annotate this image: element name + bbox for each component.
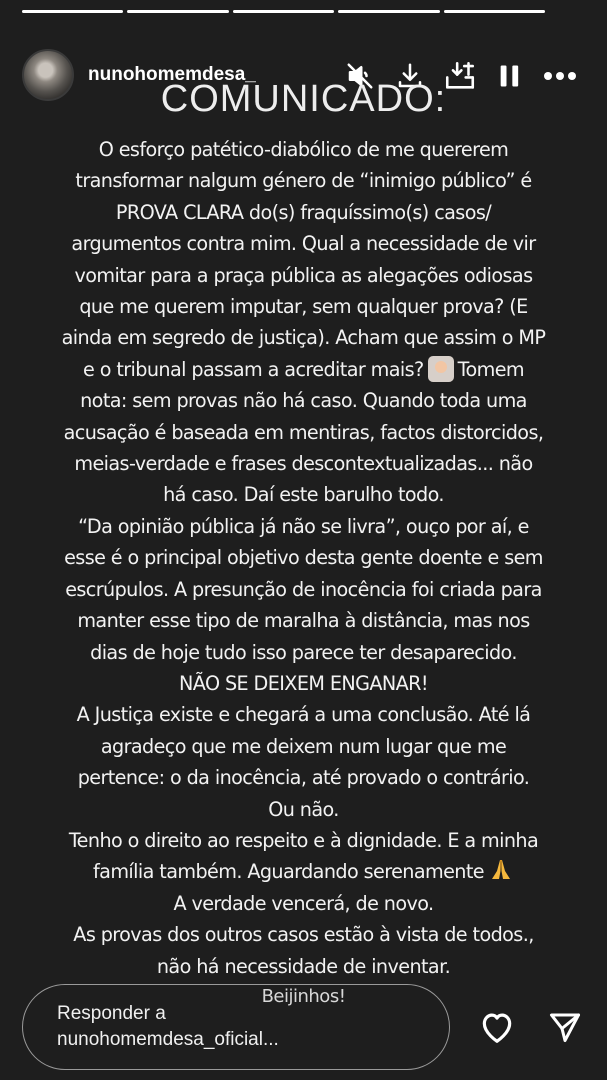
progress-segment: [233, 10, 334, 13]
text-line: Tenho o direito ao respeito e à dignidade. E a minha: [68, 828, 539, 852]
reply-placeholder-line1: Responder a: [57, 1003, 166, 1024]
text-line: argumentos contra mim. Qual a necessidade de vir: [71, 232, 536, 256]
progress-segment: [338, 10, 439, 13]
heart-icon[interactable]: [476, 1006, 518, 1048]
text-line: O esforço patético-diabólico de me quererem: [98, 138, 509, 161]
text-line: há caso. Daí este barulho todo.: [163, 483, 444, 507]
text-fragment: e o tribunal passam a acreditar mais?: [82, 357, 424, 381]
text-fragment: Tomem: [457, 357, 525, 381]
text-line: As provas dos outros casos estão à vista de todos.,: [73, 923, 534, 947]
text-line: manter esse tipo de maralha à distância, mas nos: [77, 609, 530, 633]
text-line: nota: sem provas não há caso. Quando toda uma: [80, 389, 527, 413]
post-title: COMUNICADO:: [160, 78, 447, 120]
text-line: que me querem imputar, sem qualquer prova? (E: [79, 295, 528, 319]
signoff-text: Beijinhos!: [261, 986, 346, 1007]
reply-input[interactable]: [22, 984, 450, 1070]
text-line: pertence: o da inocência, até provado o contrário.: [77, 766, 530, 790]
text-line: A Justiça existe e chegará a uma conclusão. Até lá: [76, 703, 531, 727]
text-line: não há necessidade de inventar.: [156, 954, 451, 978]
text-fragment: família também. Aguardando serenamente: [93, 860, 484, 884]
text-line: [60, 856, 547, 887]
username[interactable]: nunohomemdesa_: [88, 64, 256, 85]
text-line: Ou não.: [268, 797, 339, 821]
text-line: PROVA CLARA do(s) fraquíssimo(s) casos/: [115, 200, 492, 224]
text-line: transformar nalgum género de “inimigo público” é: [75, 169, 532, 193]
progress-segment: [127, 10, 228, 13]
text-line: [60, 354, 547, 385]
text-line: A verdade vencerá, de novo.: [173, 891, 434, 915]
text-line: agradeço que me deixem num lugar que me: [100, 734, 507, 758]
send-icon[interactable]: [544, 1006, 586, 1048]
text-line: dias de hoje tudo isso parece ter desaparecido.: [90, 640, 517, 664]
progress-segment: [444, 10, 545, 13]
reply-placeholder-line2: nunohomemdesa_oficial...: [57, 1029, 279, 1050]
story-text: [60, 134, 547, 982]
text-line: esse é o principal objetivo desta gente doente e sem: [64, 546, 543, 570]
text-line: “Da opinião pública já não se livra”, ouço por aí, e: [78, 514, 529, 538]
facepalm-emoji-icon: [428, 356, 454, 382]
text-line: escrúpulos. A presunção de inocência foi criada para: [65, 577, 542, 601]
text-line: vomitar para a praça pública as alegações odiosas: [74, 263, 533, 287]
praying-hands-icon: [488, 857, 514, 883]
text-line: ainda em segredo de justiça). Acham que assim o MP: [61, 326, 546, 350]
story-progress-bar: [22, 10, 545, 13]
text-line: NÃO SE DEIXEM ENGANAR!: [179, 671, 428, 695]
text-line: meias-verdade e frases descontextualizadas... não: [74, 452, 533, 476]
progress-segment: [22, 10, 123, 13]
text-line: acusação é baseada em mentiras, factos distorcidos,: [63, 420, 544, 444]
